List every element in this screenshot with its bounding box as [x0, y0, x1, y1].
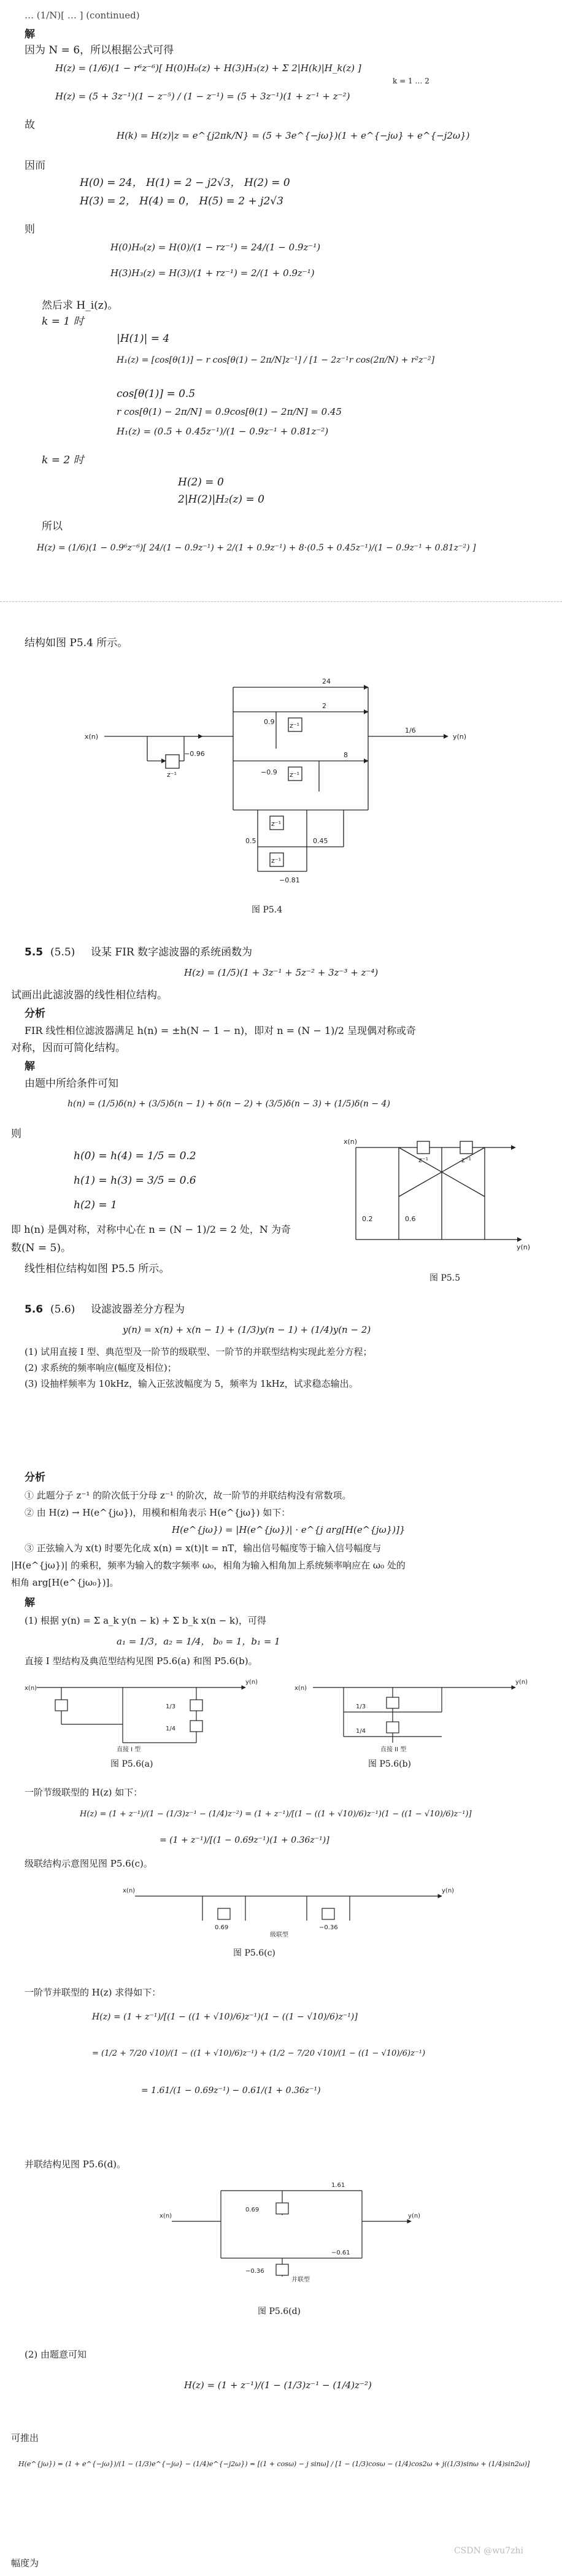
s55-given: 由题中所给条件可知 — [25, 1078, 118, 1090]
p56c-caption: 图 P5.6(c) — [233, 1948, 275, 1958]
diagram-p56ab — [25, 1675, 540, 1755]
h2-zero: H(2) = 0 — [178, 476, 224, 488]
word-suoyi: 所以 — [42, 520, 63, 533]
s55-conclusion-3: 线性相位结构如图 P5.5 所示。 — [25, 1263, 170, 1275]
p54-delay-5: z⁻¹ — [271, 857, 281, 865]
p56d-type-label: 并联型 — [291, 2277, 310, 2283]
p56a-output-label: y(n) — [245, 1679, 258, 1686]
s56-question-2: (1) 试用直接 I 型、典范型及一阶节的级联型、一阶节的并联型结构实现此差分方程； — [25, 1346, 372, 1357]
s56-point-3: ③ 正弦输入为 x(t) 时要先化成 x(n) = x(t)|t = nT，输出信号幅度等于输入信号幅度与 — [25, 1543, 382, 1554]
s56-point-4: |H(e^{jω})| 的乘积，频率为输入的数字频率 ω₀，相角为输入相角加上系统频率响应在 ω₀ 处的 — [11, 1560, 406, 1571]
cutoff-formula: … (1/N)[ … ] (continued) — [25, 10, 140, 21]
word-gu: 故 — [25, 119, 35, 131]
s56-step-5: 一阶节并联型的 H(z) 求得如下： — [25, 1987, 161, 1998]
p56b-coef-14: 1/4 — [356, 1728, 366, 1735]
s55-ze: 则 — [11, 1128, 21, 1140]
s55-hn: h(n) = (1/5)δ(n) + (3/5)δ(n − 1) + δ(n − 2) + (3/5)δ(n − 3) + (1/5)δ(n − 4) — [67, 1099, 390, 1109]
s55-conclusion-2: 数(N = 5)。 — [11, 1242, 72, 1254]
s56-equation: y(n) = x(n) + x(n − 1) + (1/3)y(n − 1) + (1/4)y(n − 2) — [123, 1324, 371, 1335]
s56-parallel-1: H(z) = (1 + z⁻¹)/[(1 − ((1 + √10)/6)z⁻¹)(1 − ((1 − √10)/6)z⁻¹)] — [92, 2012, 358, 2022]
s55-question-2: 试画出此滤波器的线性相位结构。 — [11, 989, 167, 1001]
p56c-coef-069: 0.69 — [215, 1924, 229, 1931]
cos-theta-1: cos[θ(1)] = 0.5 — [117, 388, 196, 400]
s56-hz-2: H(z) = (1 + z⁻¹)/(1 − (1/3)z⁻¹ − (1/4)z⁻²) — [184, 2380, 372, 2391]
p54-coef-1-6: 1/6 — [405, 727, 416, 735]
p54-delay-1: z⁻¹ — [167, 771, 177, 779]
p56b-output-label: y(n) — [515, 1679, 528, 1686]
formula-h1-value: H₁(z) = (0.5 + 0.45z⁻¹)/(1 − 0.9z⁻¹ + 0.81z⁻²) — [117, 426, 329, 437]
formula-h0: H(0)H₀(z) = H(0)/(1 − rz⁻¹) = 24/(1 − 0.9z⁻¹) — [110, 242, 321, 253]
p56c-type-label: 级联型 — [270, 1932, 288, 1938]
p54-delay-4: z⁻¹ — [271, 820, 281, 828]
s56-cascade-2: = (1 + z⁻¹)/[(1 − 0.69z⁻¹)(1 + 0.36z⁻¹)] — [160, 1835, 329, 1845]
p56b-input-label: x(n) — [294, 1685, 307, 1692]
p56d-output-label: y(n) — [408, 2213, 421, 2219]
s55-analysis-2: 对称，因而可简化结构。 — [11, 1042, 126, 1054]
p55-delay-2: z⁻¹ — [461, 1156, 471, 1164]
p54-delay-2: z⁻¹ — [290, 722, 299, 730]
s56-step-3: 一阶节级联型的 H(z) 如下： — [25, 1787, 143, 1798]
p56c-output-label: y(n) — [442, 1888, 455, 1894]
s56-step-2: 直接 I 型结构及典范型结构见图 P5.6(a) 和图 P5.6(b)。 — [25, 1656, 258, 1667]
diagram-p56d — [160, 2178, 429, 2283]
p56a-caption: 图 P5.6(a) — [110, 1759, 153, 1769]
p55-caption: 图 P5.5 — [429, 1273, 461, 1283]
p54-caption: 图 P5.4 — [252, 905, 283, 915]
p54-coef-neg096: −0.96 — [184, 750, 205, 758]
diagram-p55 — [344, 1129, 540, 1264]
s56-cascade-1: H(z) = (1 + z⁻¹)/(1 − (1/3)z⁻¹ − (1/4)z⁻²) = (1 + z⁻¹)/[(1 − ((1 + √10)/6)z⁻¹)(1 − ((1 − √10)/6)z⁻¹)] — [80, 1810, 472, 1819]
p56b-type-label: 直接 II 型 — [380, 1746, 407, 1753]
s55-equation: H(z) = (1/5)(1 + 3z⁻¹ + 5z⁻² + 3z⁻³ + z⁻⁴) — [184, 967, 379, 978]
p54-coef-081: −0.81 — [279, 876, 300, 884]
p54-output-label: y(n) — [453, 733, 467, 741]
formula-hk: H(k) = H(z)|z = e^{j2πk/N} = (5 + 3e^{−jω})(1 + e^{−jω} + e^{−j2ω}) — [117, 130, 470, 141]
p54-coef-24: 24 — [322, 677, 331, 685]
s55-value-2: h(1) = h(3) = 3/5 = 0.6 — [74, 1174, 196, 1187]
p54-coef-09: 0.9 — [264, 718, 275, 726]
p56d-input-label: x(n) — [160, 2213, 172, 2219]
formula-final: H(z) = (1/6)(1 − 0.9⁶z⁻⁶)[ 24/(1 − 0.9z⁻¹) + 2/(1 + 0.9z⁻¹) + 8·(0.5 + 0.45z⁻¹)/(1 − 0.9z⁻¹ + 0.81z⁻²) ] — [37, 543, 476, 553]
s56-step-8: 可推出 — [11, 2432, 39, 2443]
s56-step-6: 并联结构见图 P5.6(d)。 — [25, 2159, 126, 2170]
abs-h1: |H(1)| = 4 — [117, 333, 170, 345]
diagram-p54 — [104, 687, 448, 871]
watermark: CSDN @wu7zhi — [454, 2546, 524, 2556]
formula-hz-closed: H(z) = (5 + 3z⁻¹)(1 − z⁻⁵) / (1 − z⁻¹) = (5 + 3z⁻¹)(1 + z⁻¹ + z⁻²) — [55, 91, 350, 102]
s56-coefficients: a₁ = 1/3，a₂ = 1/4， b₀ = 1，b₁ = 1 — [117, 1636, 280, 1647]
s55-number: 5.5 — [25, 946, 44, 958]
p54-text: 结构如图 P5.4 所示。 — [25, 637, 128, 649]
p56a-type-label: 直接 I 型 — [117, 1746, 141, 1753]
values-line-1: H(0) = 24， H(1) = 2 − j2√3， H(2) = 0 — [80, 177, 290, 189]
formula-hz-general: H(z) = (1/6)(1 − r⁶z⁻⁶)[ H(0)H₀(z) + H(3)H₃(z) + Σ 2|H(k)|H_k(z) ] — [55, 63, 361, 74]
case-k2: k = 2 时 — [42, 454, 84, 466]
s55-value-1: h(0) = h(4) = 1/5 = 0.2 — [74, 1150, 196, 1162]
s56-point-2: ② 由 H(z) → H(e^{jω})，用模和相角表示 H(e^{jω}) 如下： — [25, 1507, 291, 1518]
p56d-coef-069: 0.69 — [245, 2207, 260, 2213]
s55-analysis-head: 分析 — [25, 1008, 45, 1020]
p54-input-label: x(n) — [85, 733, 99, 741]
solution-intro: 因为 N = 6，所以根据公式可得 — [25, 44, 174, 56]
p56b-coef-13: 1/3 — [356, 1703, 366, 1710]
p56d-coef-161: 1.61 — [331, 2182, 345, 2189]
s56-parallel-3: = 1.61/(1 − 0.69z⁻¹) − 0.61/(1 + 0.36z⁻¹) — [141, 2086, 321, 2096]
p56b-caption: 图 P5.6(b) — [368, 1759, 412, 1769]
p56d-coef-061: −0.61 — [331, 2250, 350, 2256]
s56-point-1: ① 此题分子 z⁻¹ 的阶次低于分母 z⁻¹ 的阶次，故一阶节的并联结构没有常数项。 — [25, 1490, 352, 1501]
case-k1: k = 1 时 — [42, 315, 84, 328]
word-ze: 则 — [25, 223, 35, 236]
s56-step-7: (2) 由题意可知 — [25, 2349, 87, 2360]
s56-parallel-2: = (1/2 + 7/20 √10)/(1 − ((1 + √10)/6)z⁻¹) + (1/2 − 7/20 √10)/(1 − ((1 − √10)/6)z⁻¹) — [92, 2049, 426, 2058]
s56-step-4: 级联结构示意图见图 P5.6(c)。 — [25, 1858, 153, 1869]
diagram-p56c — [123, 1878, 466, 1939]
s55-ref: (5.5) — [50, 946, 75, 958]
p54-coef-8: 8 — [344, 751, 348, 759]
p54-coef-m09: −0.9 — [261, 768, 277, 776]
p56a-coef-13: 1/3 — [166, 1703, 176, 1710]
p55-input-label: x(n) — [344, 1138, 358, 1146]
values-line-2: H(3) = 2， H(4) = 0， H(5) = 2 + j2√3 — [80, 195, 283, 207]
s56-question-4: (3) 设抽样频率为 10kHz，输入正弦波幅度为 5，频率为 1kHz，试求稳态输出。 — [25, 1378, 358, 1389]
p55-delay-1: z⁻¹ — [418, 1156, 428, 1164]
p56c-coef-036: −0.36 — [319, 1924, 338, 1931]
p55-output-label: y(n) — [517, 1243, 531, 1251]
formula-h3: H(3)H₃(z) = H(3)/(1 + rz⁻¹) = 2/(1 + 0.9z⁻¹) — [110, 268, 315, 279]
p55-coef-02: 0.2 — [362, 1215, 373, 1223]
s56-number: 5.6 — [25, 1303, 44, 1316]
formula-h1: H₁(z) = [cos[θ(1)] − r cos[θ(1) − 2π/N]z⁻¹] / [1 − 2z⁻¹r cos(2π/N) + r²z⁻²] — [117, 355, 435, 365]
s56-point-5: 相角 arg[H(e^{jω₀})]。 — [11, 1577, 119, 1588]
p56d-coef-036: −0.36 — [245, 2268, 264, 2275]
p54-coef-05: 0.5 — [245, 837, 256, 845]
s56-point-2-eq: H(e^{jω}) = |H(e^{jω})| · e^{j arg[H(e^{jω})]} — [172, 1524, 406, 1535]
s56-ref: (5.6) — [50, 1303, 75, 1316]
s56-question-1: 设滤波器差分方程为 — [91, 1303, 185, 1316]
p55-coef-06: 0.6 — [405, 1215, 416, 1223]
s56-freq-response: H(e^{jω}) = (1 + e^{−jω})/(1 − (1/3)e^{−jω} − (1/4)e^{−j2ω}) = [(1 + cosω) − j sinω] / [1 − (1/3)cosω − (1/4)cos2ω + j((1/3)sinω + (1/4)sin2ω)] — [18, 2460, 530, 2468]
s56-analysis-head: 分析 — [25, 1471, 45, 1484]
p56c-input-label: x(n) — [123, 1888, 136, 1894]
then-hi: 然后求 H_i(z)。 — [42, 299, 118, 312]
s55-value-3: h(2) = 1 — [74, 1199, 117, 1211]
h2-term-zero: 2|H(2)|H₂(z) = 0 — [178, 493, 264, 506]
p56d-caption: 图 P5.6(d) — [258, 2307, 301, 2316]
word-yin: 因而 — [25, 160, 45, 172]
p56a-coef-14: 1/4 — [166, 1726, 176, 1732]
s56-step-1: (1) 根据 y(n) = Σ a_k y(n − k) + Σ b_k x(n − k)，可得 — [25, 1615, 266, 1626]
formula-sum-range: k = 1 … 2 — [393, 77, 429, 85]
s56-question-3: (2) 求系统的频率响应(幅度及相位)； — [25, 1362, 177, 1373]
s55-analysis-1: FIR 线性相位滤波器满足 h(n) = ±h(N − 1 − n)，即对 n = (N − 1)/2 呈现偶对称或奇 — [25, 1025, 417, 1036]
s55-conclusion-1: 即 h(n) 是偶对称，对称中心在 n = (N − 1)/2 = 2 处，N 为奇 — [11, 1224, 291, 1235]
cos-theta-2: r cos[θ(1) − 2π/N] = 0.9cos[θ(1) − 2π/N] = 0.45 — [117, 406, 342, 417]
p56a-input-label: x(n) — [25, 1685, 37, 1692]
s55-solution-head: 解 — [25, 1060, 35, 1073]
p54-coef-045: 0.45 — [313, 837, 328, 845]
s56-solution-head: 解 — [25, 1597, 35, 1609]
p54-coef-2: 2 — [322, 702, 326, 710]
s55-question-1: 设某 FIR 数字滤波器的系统函数为 — [91, 946, 253, 958]
solution-heading: 解 — [25, 28, 35, 40]
p54-delay-3: z⁻¹ — [290, 771, 299, 779]
s56-step-9: 幅度为 — [11, 2558, 39, 2569]
